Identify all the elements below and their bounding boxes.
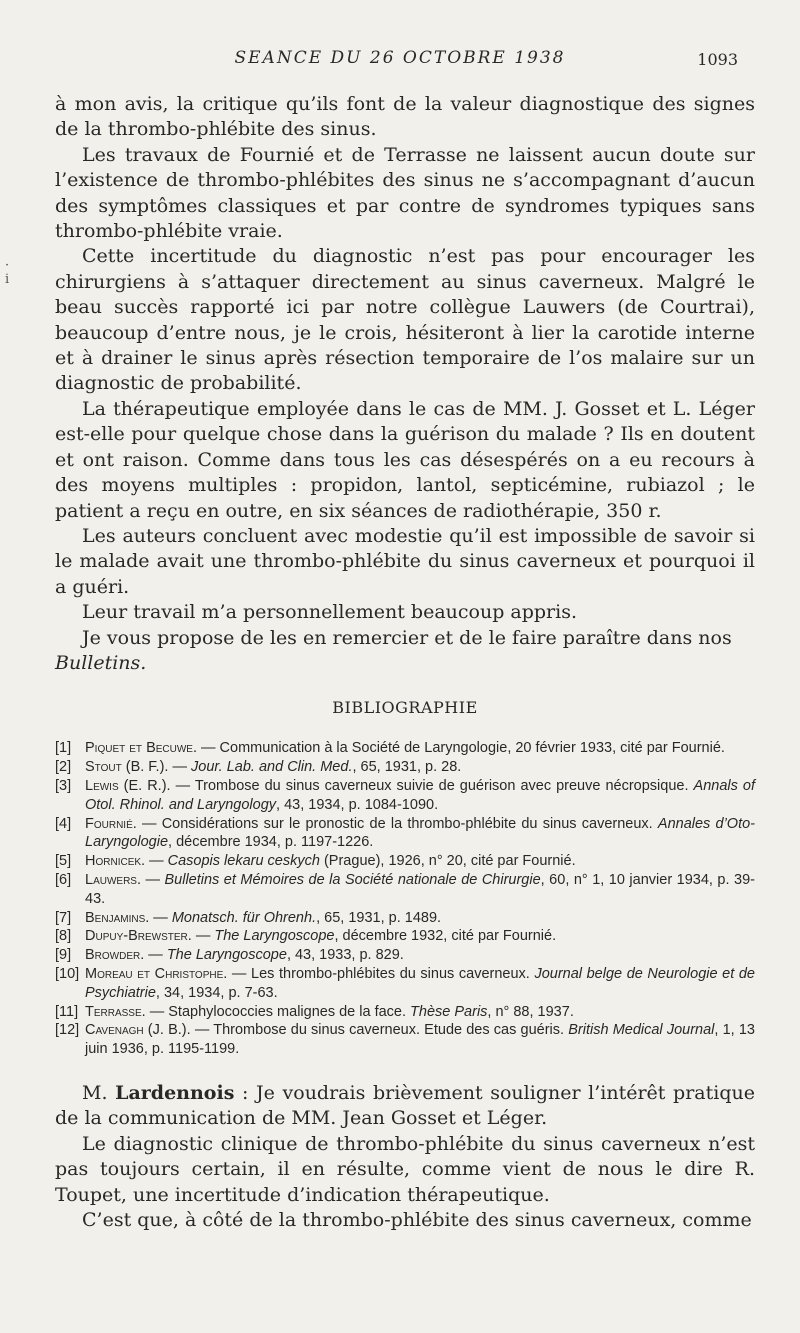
reference-text: — — [144, 947, 167, 964]
reference-number: [12] — [55, 1022, 80, 1039]
reference-author: Moreau et Christophe. — [85, 965, 228, 982]
paragraph: La thérapeutique employée dans le cas de MM. J. Gosset et L. Léger est-elle pour quelque chose dans la guérison du malade ? Ils en doutent et ont raison. Comme dans tous les cas désespérés on a eu recours à des moyens multiples : propidon, lantol, septicémine, rubiazol ; le patient a reçu en outre, en six séances de radiothérapie, 350 r. — [55, 397, 755, 522]
reference-item — [55, 871, 755, 909]
reference-number: [6] — [55, 871, 72, 888]
speaker-colon: : — [234, 1081, 257, 1104]
discussion-paragraph: Le diagnostic clinique de thrombo-phlébite du sinus caverneux n’est pas toujours certain, il en résulte, comme vient de nous le dire R. Toupet, une incertitude d’indication thérapeutique. — [55, 1132, 755, 1206]
page-number: 1093 — [697, 50, 738, 69]
reference-item — [55, 946, 755, 965]
reference-text: — Trombose du sinus caverneux suivie de guérison avec preuve nécropsique. — [170, 777, 694, 794]
reference-journal: Annals of Otol. Rhinol. and Laryngology — [85, 777, 755, 813]
reference-number: [10] — [55, 965, 80, 982]
reference-journal: Annales d’Oto-Laryngologie — [85, 815, 755, 851]
reference-author: Piquet et Becuwe. — [85, 740, 197, 757]
paragraph: Les auteurs concluent avec modestie qu’il est impossible de savoir si le malade avait une thrombo-phlébite du sinus caverneux et pourquoi il a guéri. — [55, 524, 755, 598]
reference-author: Benjamins. — [85, 909, 150, 926]
reference-text: — — [140, 871, 165, 888]
bibliography-list — [55, 739, 755, 1059]
reference-journal: The Laryngoscope — [214, 928, 335, 945]
reference-journal: Monatsch. für Ohrenh. — [171, 909, 317, 926]
paragraph: Cette incertitude du diagnostic n’est pas pour encourager les chirurgiens à s’attaquer directement au sinus caverneux. Malgré le beau succès rapporté ici par notre collègue Lauwers (de Courtrai), beaucoup d’entre nous, je le crois, hésiteront à lier la carotide interne et à drainer le sinus après résection temporaire de l’os malaire sur un diagnostic de probabilité. — [55, 245, 755, 395]
reference-text: (Prague), 1926, n° 20, cité par Fournié. — [319, 853, 576, 870]
running-title: SEANCE DU 26 OCTOBRE 1938 — [234, 48, 566, 68]
bibliography-title: BIBLIOGRAPHIE — [332, 698, 478, 718]
reference-text: , 34, 1934, p. 7-63. — [155, 984, 278, 1001]
speaker-prefix: M. — [82, 1081, 116, 1104]
reference-text: — — [149, 909, 172, 926]
reference-item — [55, 1003, 755, 1022]
reference-text: , 1, 13 juin 1936, p. 1195-1199. — [85, 1022, 755, 1058]
paragraph-italic: Bulletins. — [55, 651, 147, 674]
paragraph: Leur travail m’a personnellement beaucoup appris. — [82, 601, 578, 624]
reference-author: Fournié. — [85, 815, 137, 832]
reference-author: Terrasse. — [85, 1003, 146, 1020]
reference-item — [55, 739, 755, 758]
reference-text: , 65, 1931, p. 1489. — [316, 909, 442, 926]
reference-number: [7] — [55, 909, 72, 926]
reference-text: , 43, 1933, p. 829. — [286, 947, 404, 964]
reference-journal: Jour. Lab. and Clin. Med. — [191, 759, 353, 776]
reference-text: , 60, n° 1, 10 janvier 1934, p. 39-43. — [85, 871, 755, 907]
paragraph: Je vous propose de les en remercier et de le faire paraître dans nos — [82, 626, 732, 649]
reference-item — [55, 815, 755, 853]
reference-text: — — [145, 853, 168, 870]
reference-journal: Casopis lekaru ceskych — [167, 853, 320, 870]
reference-number: [9] — [55, 947, 72, 964]
reference-text: — Les thrombo-phlébites du sinus caverneux. — [227, 965, 535, 982]
reference-author: Dupuy-Brewster. — [85, 928, 192, 945]
reference-author: Lauwers. — [85, 871, 141, 888]
reference-journal: Bulletins et Mémoires de la Société nationale de Chirurgie — [164, 871, 541, 888]
reference-number: [8] — [55, 928, 72, 945]
reference-number: [5] — [55, 853, 72, 870]
reference-item — [55, 965, 755, 1003]
reference-author: Browder. — [85, 947, 145, 964]
reference-number: [11] — [55, 1003, 79, 1020]
reference-item — [55, 927, 755, 946]
margin-mark: · — [5, 258, 10, 273]
reference-item — [55, 909, 755, 928]
speaker-name: Lardennois — [115, 1081, 235, 1104]
reference-author: Cavenagh (J. B.). — [85, 1022, 191, 1039]
reference-item — [55, 852, 755, 871]
reference-number: [2] — [55, 759, 72, 776]
reference-number: [1] — [55, 740, 72, 757]
reference-author: Hornicek. — [85, 853, 146, 870]
reference-text: , décembre 1934, p. 1197-1226. — [168, 834, 374, 851]
reference-text: , n° 88, 1937. — [487, 1003, 574, 1020]
reference-item — [55, 758, 755, 777]
reference-number: [4] — [55, 815, 72, 832]
discussion-section — [55, 1081, 755, 1233]
reference-item — [55, 777, 755, 815]
reference-text: — Communication à la Société de Laryngologie, 20 février 1933, cité par Fournié. — [197, 740, 725, 757]
reference-author: Stout (B. F.). — [85, 759, 169, 776]
page-header — [0, 48, 800, 72]
discussion-text: Je voudrais brièvement souligner l’intérêt pratique de la communication de MM. Jean Gosset et Léger. — [55, 1081, 755, 1130]
reference-text: , 43, 1934, p. 1084-1090. — [276, 796, 439, 813]
reference-item — [55, 1021, 755, 1059]
reference-journal: The Laryngoscope — [166, 947, 287, 964]
main-text — [55, 92, 755, 1233]
reference-text: — — [168, 759, 191, 776]
reference-number: [3] — [55, 777, 72, 794]
reference-journal: Thèse Paris — [410, 1003, 488, 1020]
reference-author: Lewis (E. R.). — [85, 777, 171, 794]
discussion-paragraph — [55, 1081, 755, 1132]
reference-journal: Journal belge de Neurologie et de Psychiatrie — [85, 965, 756, 1001]
reference-text: — Considérations sur le pronostic de la thrombo-phlébite du sinus caverneux. — [136, 815, 658, 832]
paragraph: Les travaux de Fournié et de Terrasse ne laissent aucun doute sur l’existence de thrombo-phlébites des sinus ne s’accompagnant d’aucun des symptômes classiques et par contre de syndromes typiques sans thrombo-phlébite vraie. — [55, 143, 755, 243]
reference-text: — Staphylococcies malignes de la face. — [145, 1003, 411, 1020]
reference-text: — — [191, 928, 215, 945]
margin-mark: i — [5, 272, 10, 287]
reference-text: , 65, 1931, p. 28. — [352, 759, 462, 776]
discussion-paragraph: C’est que, à côté de la thrombo-phlébite des sinus caverneux, comme — [82, 1208, 752, 1231]
reference-text: , décembre 1932, cité par Fournié. — [334, 928, 557, 945]
paragraph: à mon avis, la critique qu’ils font de la valeur diagnostique des signes de la thrombo-phlébite des sinus. — [55, 93, 755, 141]
reference-text: — Thrombose du sinus caverneux. Etude des cas guéris. — [190, 1022, 569, 1039]
reference-journal: British Medical Journal — [568, 1022, 715, 1039]
